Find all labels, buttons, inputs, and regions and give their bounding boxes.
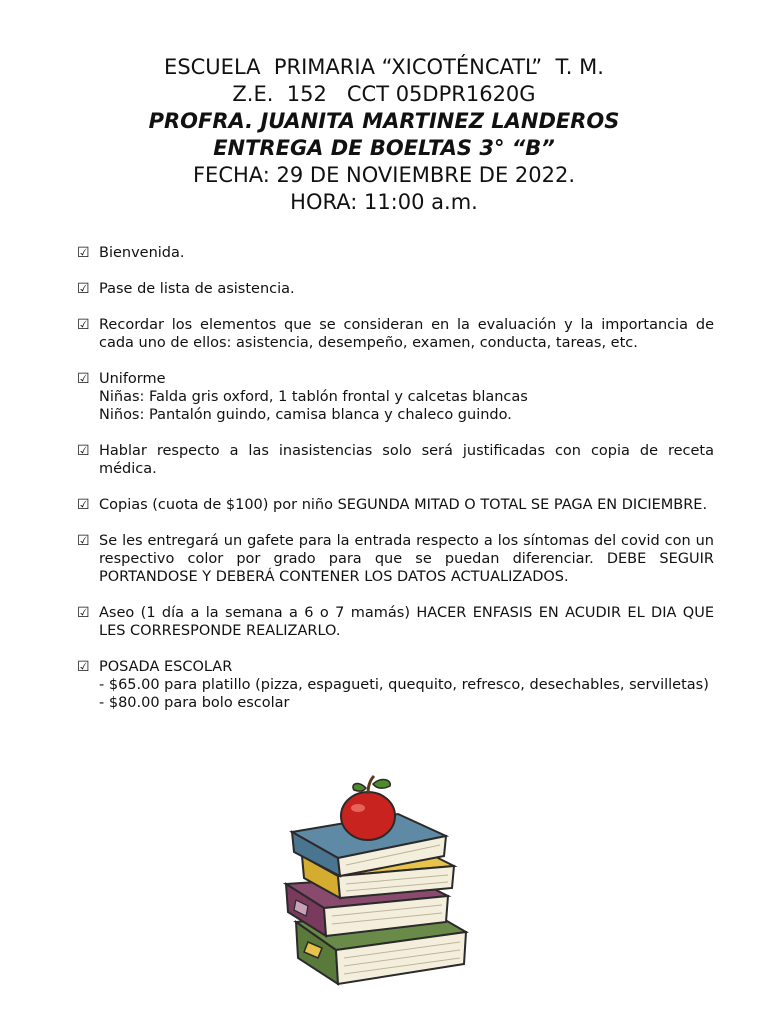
agenda-item-attendance [77, 280, 714, 298]
checkbox-icon: ☑ [77, 317, 90, 333]
document-header [0, 54, 768, 216]
agenda-item-text: Copias (cuota de $100) por niño SEGUNDA MITAD O TOTAL SE PAGA EN DICIEMBRE. [99, 497, 708, 513]
books-with-apple-icon [278, 772, 474, 992]
agenda-item-text: Aseo (1 día a la semana a 6 o 7 mamás) HACER ENFASIS EN ACUDIR EL DIA QUE LES CORRESPONDE REALIZARLO. [99, 605, 714, 639]
checkbox-icon: ☑ [77, 659, 90, 675]
agenda-item-heading: Uniforme [99, 371, 166, 387]
uniform-boys: Niños: Pantalón guindo, camisa blanca y chaleco guindo. [99, 407, 512, 423]
agenda-item-absences [77, 442, 714, 478]
checkbox-icon: ☑ [77, 245, 90, 261]
agenda-item-posada [77, 658, 714, 712]
checkbox-icon: ☑ [77, 605, 90, 621]
uniform-girls: Niñas: Falda gris oxford, 1 tablón frontal y calcetas blancas [99, 389, 528, 405]
agenda-item-text: Hablar respecto a las inasistencias solo será justificadas con copia de receta médica. [99, 443, 714, 477]
agenda-item-text: Bienvenida. [99, 245, 185, 261]
posada-platillo: - $65.00 para platillo (pizza, espagueti, quequito, refresco, desechables, servilletas) [99, 677, 709, 693]
agenda-item-cleaning [77, 604, 714, 640]
posada-bolo: - $80.00 para bolo escolar [99, 695, 290, 711]
agenda-item-uniform [77, 370, 714, 424]
agenda-item-text: Se les entregará un gafete para la entrada respecto a los síntomas del covid con un respectivo color por grado para que se puedan diferenciar. DEBE SEGUIR PORTANDOSE Y DEBERÁ CONTENER LOS DATOS ACTUALIZADOS. [99, 533, 714, 585]
zone-and-cct: Z.E. 152 CCT 05DPR1620G [232, 82, 536, 106]
event-date: FECHA: 29 DE NOVIEMBRE DE 2022. [192, 163, 576, 187]
event-title: ENTREGA DE BOELTAS 3° “B” [213, 136, 555, 160]
apple-icon [341, 776, 395, 840]
teacher-name: PROFRA. JUANITA MARTINEZ LANDEROS [148, 109, 620, 133]
checkbox-icon: ☑ [77, 443, 90, 459]
agenda-item-badge [77, 532, 714, 586]
agenda-item-text: Pase de lista de asistencia. [99, 281, 295, 297]
school-name: ESCUELA PRIMARIA “XICOTÉNCATL” T. M. [164, 55, 604, 79]
agenda-item-heading: POSADA ESCOLAR [99, 659, 233, 675]
checkbox-icon: ☑ [77, 371, 90, 387]
agenda-item-copies [77, 496, 714, 514]
agenda-item-evaluation [77, 316, 714, 352]
checkbox-icon: ☑ [77, 533, 90, 549]
agenda-list [77, 244, 714, 730]
agenda-item-text: Recordar los elementos que se consideran en la evaluación y la importancia de cada uno de ellos: asistencia, desempeño, examen, conducta, tareas, etc. [99, 317, 714, 351]
checkbox-icon: ☑ [77, 281, 90, 297]
event-time: HORA: 11:00 a.m. [290, 190, 478, 214]
checkbox-icon: ☑ [77, 497, 90, 513]
agenda-item-welcome [77, 244, 714, 262]
